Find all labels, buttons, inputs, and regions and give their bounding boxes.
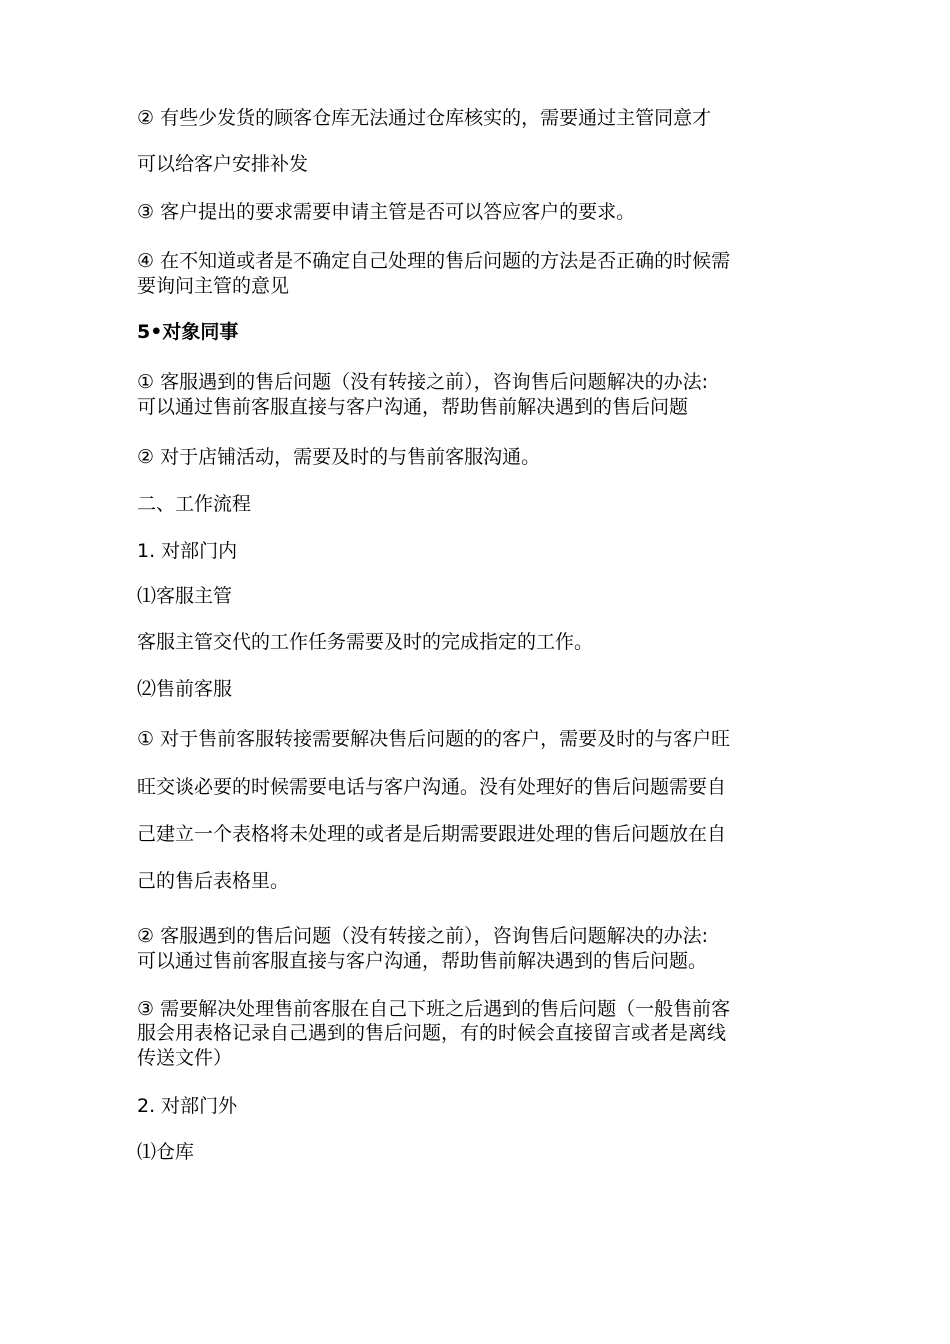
paragraph-line: 己的售后表格里。 (137, 870, 290, 892)
section-heading: 二、工作流程 (137, 493, 252, 515)
paragraph-line: ④ 在不知道或者是不确定自己处理的售后问题的方法是否正确的时候需 (137, 250, 731, 272)
paragraph-line: 可以给客户安排补发 (137, 153, 309, 175)
paragraph-line: 传送文件） (137, 1047, 233, 1069)
subsection-heading: ⑵售前客服 (137, 678, 233, 700)
paragraph-line: ③ 需要解决处理售前客服在自己下班之后遇到的售后问题（一般售前客 (137, 998, 731, 1020)
paragraph-line: ② 有些少发货的顾客仓库无法通过仓库核实的，需要通过主管同意才 (137, 107, 712, 129)
paragraph-line: 旺交谈必要的时候需要电话与客户沟通。没有处理好的售后问题需要自 (137, 776, 727, 798)
subsection-heading: ⑴仓库 (137, 1141, 195, 1163)
paragraph-line: ② 对于店铺活动，需要及时的与售前客服沟通。 (137, 446, 541, 468)
paragraph-line: ① 客服遇到的售后问题（没有转接之前），咨询售后问题解决的办法: (137, 371, 708, 393)
paragraph-line: 己建立一个表格将未处理的或者是后期需要跟进处理的售后问题放在自 (137, 823, 727, 845)
paragraph-line: 要询问主管的意见 (137, 275, 290, 297)
paragraph-line: ① 对于售前客服转接需要解决售后问题的的客户，需要及时的与客户旺 (137, 728, 731, 750)
paragraph-line: 可以通过售前客服直接与客户沟通，帮助售前解决遇到的售后问题 (137, 396, 689, 418)
section-heading: 5•对象同事 (137, 321, 239, 343)
subsection-heading: ⑴客服主管 (137, 585, 233, 607)
paragraph-line: 客服主管交代的工作任务需要及时的完成指定的工作。 (137, 631, 594, 653)
paragraph-line: ② 客服遇到的售后问题（没有转接之前），咨询售后问题解决的办法: (137, 925, 708, 947)
section-heading: 1. 对部门内 (137, 540, 238, 562)
paragraph-line: 服会用表格记录自己遇到的售后问题，有的时候会直接留言或者是离线 (137, 1022, 727, 1044)
paragraph-line: 可以通过售前客服直接与客户沟通，帮助售前解决遇到的售后问题。 (137, 950, 708, 972)
section-heading: 2. 对部门外 (137, 1095, 238, 1117)
paragraph-line: ③ 客户提出的要求需要申请主管是否可以答应客户的要求。 (137, 201, 636, 223)
